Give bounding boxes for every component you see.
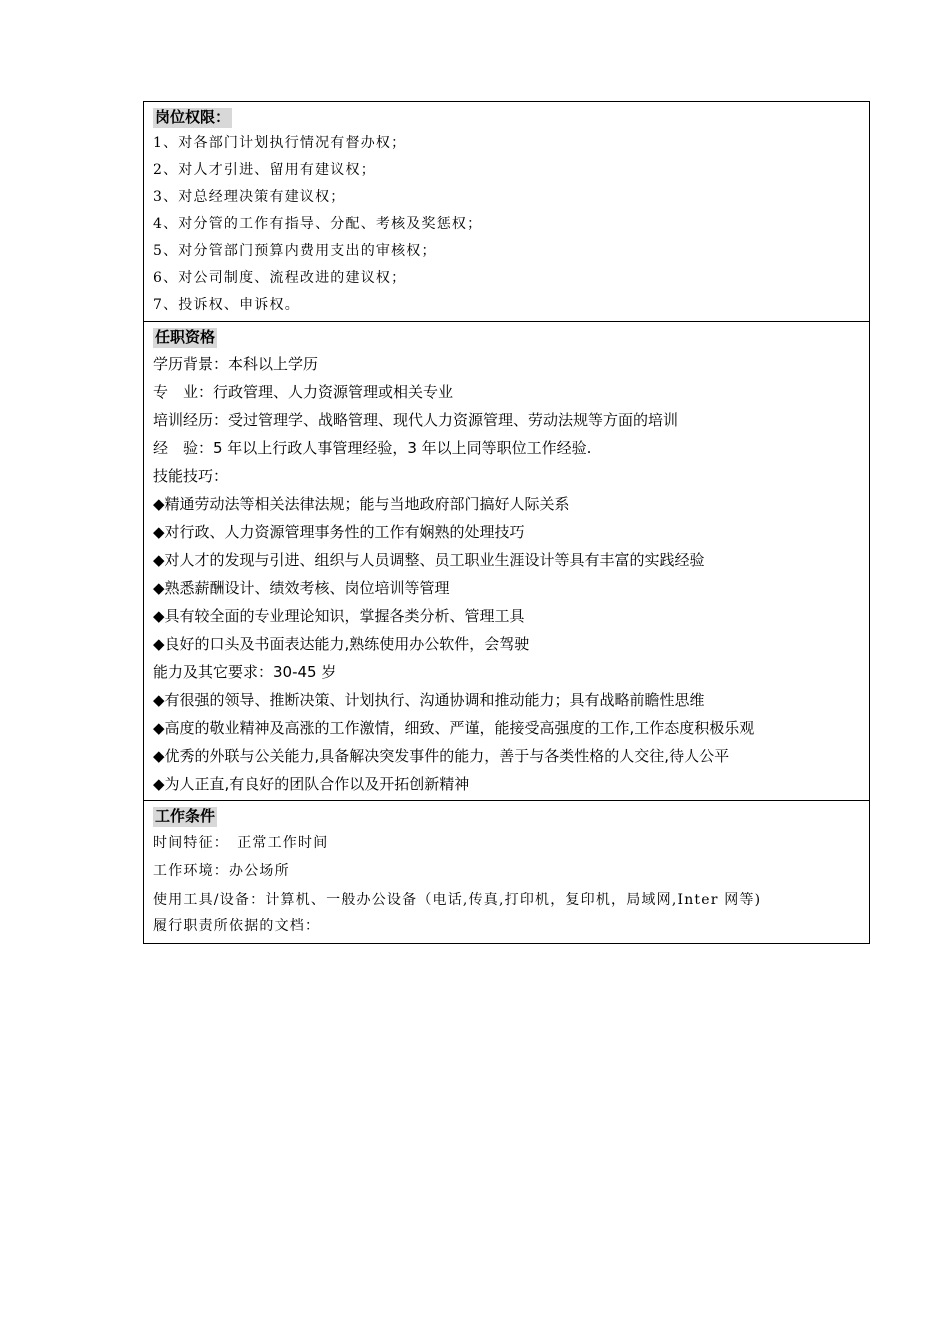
authority-item: 3、对总经理决策有建议权； — [153, 189, 346, 205]
documents-line: 履行职责所依据的文档： — [153, 918, 321, 934]
authority-item: 7、投诉权、申诉权。 — [153, 297, 300, 313]
education-line: 学历背景：本科以上学历 — [153, 355, 319, 373]
conditions-title: 工作条件 — [155, 808, 216, 825]
authority-item: 5、对分管部门预算内费用支出的审核权； — [153, 243, 437, 259]
skill-item: ◆精通劳动法等相关法律法规；能与当地政府部门搞好人际关系 — [153, 495, 570, 513]
authority-item: 4、对分管的工作有指导、分配、考核及奖惩权； — [153, 216, 483, 232]
skills-label: 技能技巧： — [153, 467, 229, 485]
authority-item: 2、对人才引进、留用有建议权； — [153, 162, 376, 178]
skill-item: ◆对行政、人力资源管理事务性的工作有娴熟的处理技巧 — [153, 523, 525, 541]
qualification-title: 任职资格 — [155, 329, 216, 346]
experience-line: 经 验：5 年以上行政人事管理经验，3 年以上同等职位工作经验. — [153, 439, 592, 457]
ability-item: ◆有很强的领导、推断决策、计划执行、沟通协调和推动能力；具有战略前瞻性思维 — [153, 691, 705, 709]
authority-item: 1、对各部门计划执行情况有督办权； — [153, 135, 407, 151]
skill-item: ◆具有较全面的专业理论知识，掌握各类分析、管理工具 — [153, 607, 525, 625]
ability-item: ◆优秀的外联与公关能力,具备解决突发事件的能力，善于与各类性格的人交往,待人公平 — [153, 747, 730, 765]
job-description-table — [143, 101, 870, 944]
skill-item: ◆良好的口头及书面表达能力,熟练使用办公软件，会驾驶 — [153, 635, 530, 653]
authority-section — [144, 102, 869, 322]
skill-item: ◆对人才的发现与引进、组织与人员调整、员工职业生涯设计等具有丰富的实践经验 — [153, 551, 705, 569]
conditions-section — [144, 801, 869, 943]
qualification-section — [144, 322, 869, 801]
ability-item: ◆高度的敬业精神及高涨的工作激情，细致、严谨，能接受高强度的工作,工作态度积极乐观 — [153, 719, 755, 737]
skill-item: ◆熟悉薪酬设计、绩效考核、岗位培训等管理 — [153, 579, 450, 597]
authority-item: 6、对公司制度、流程改进的建议权； — [153, 270, 407, 286]
tools-line: 使用工具/设备：计算机、一般办公设备（电话,传真,打印机，复印机，局域网,Inter 网等) — [153, 892, 762, 908]
authority-title: 岗位权限： — [155, 109, 231, 126]
environment-line: 工作环境：办公场所 — [153, 863, 290, 879]
ability-item: ◆为人正直,有良好的团队合作以及开拓创新精神 — [153, 775, 470, 793]
time-line: 时间特征： 正常工作时间 — [153, 835, 329, 851]
major-line: 专 业：行政管理、人力资源管理或相关专业 — [153, 383, 454, 401]
ability-label: 能力及其它要求：30-45 岁 — [153, 663, 337, 681]
training-line: 培训经历：受过管理学、战略管理、现代人力资源管理、劳动法规等方面的培训 — [153, 411, 679, 429]
